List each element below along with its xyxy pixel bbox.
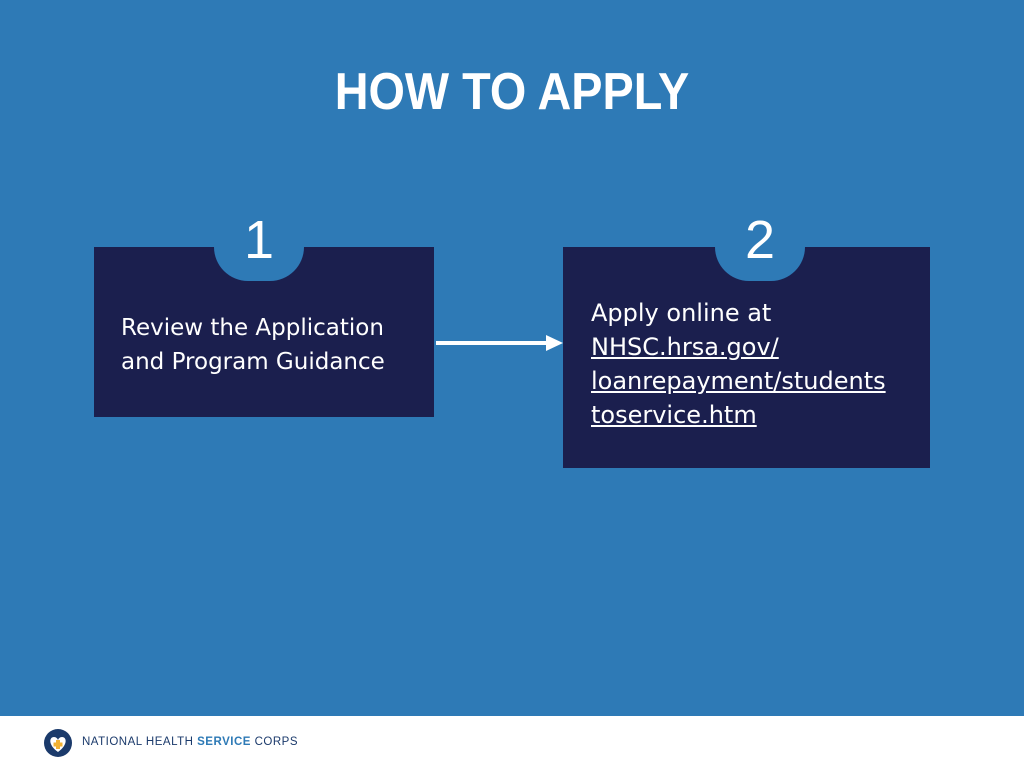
footer-org-name — [82, 736, 298, 748]
link-line2[interactable]: loanrepayment/students — [591, 367, 886, 395]
footer-org-part3: CORPS — [250, 736, 299, 748]
arrow-right-icon — [436, 332, 566, 354]
apply-online-link[interactable] — [591, 330, 921, 432]
step-1-text-line2: and Program Guidance — [121, 349, 385, 375]
step-1-text-line1: Review the Application — [121, 315, 384, 341]
slide-title: HOW TO APPLY — [334, 63, 690, 121]
step-2-text-line1: Apply online at — [591, 299, 772, 327]
footer-org-part1: NATIONAL HEALTH — [82, 736, 198, 748]
link-line1[interactable]: NHSC.hrsa.gov/ — [591, 333, 779, 361]
step-2-text — [591, 296, 921, 432]
step-1-number: 1 — [243, 210, 275, 270]
footer-org-part2: SERVICE — [197, 736, 251, 748]
heart-cross-logo-icon — [42, 728, 74, 758]
step-1-text — [121, 311, 426, 379]
link-line3[interactable]: toservice.htm — [591, 401, 757, 429]
step-2-number: 2 — [744, 210, 776, 270]
